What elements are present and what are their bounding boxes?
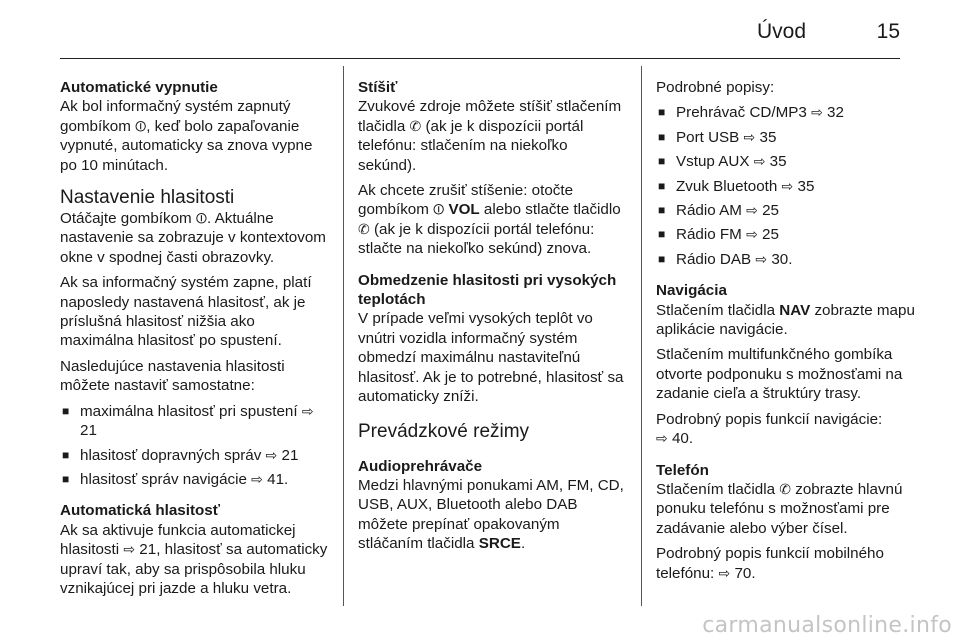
section-heading: Nastavenie hlasitosti xyxy=(60,187,235,209)
paragraph: Ak chcete zrušiť stíšenie: otočte gombíkom ⏼ VOL alebo stlačte tlačidlo ✆ (ak je k dispozícii portál telefónu: stlačte na niekoľko sekúnd) znova. xyxy=(358,182,621,258)
section-heading: Obmedzenie hlasitosti pri vysokých teplotách xyxy=(358,271,617,309)
page-reference-link[interactable]: 35 xyxy=(759,128,777,146)
page-number: 15 xyxy=(876,20,900,43)
list-item: ■ Zvuk Bluetooth ⇨ 35 xyxy=(656,177,932,196)
paragraph: Podrobné popisy: xyxy=(656,79,775,96)
paragraph: Zvukové zdroje môžete stíšiť stlačením tlačidla ✆ (ak je k dispozícii portál telefónu: stlačením na niekoľko sekúnd). xyxy=(358,98,622,174)
paragraph: V prípade veľmi vysokých teplôt vo vnútri vozidla informačný systém obmedzí maximálnu nastaviteľnú hlasitosť. Ak je to potrebné, hlasitosť sa automaticky zníži. xyxy=(358,310,624,406)
paragraph: Stlačením tlačidla NAV zobrazte mapu aplikácie navigácie. xyxy=(656,301,915,339)
phone-mute-icon: ✆ xyxy=(358,220,370,237)
paragraph: Ak bol informačný systém zapnutý gombíkom ⏼, keď bolo zapaľovanie vypnuté, automaticky sa znova vypne po 10 minútach. xyxy=(60,98,313,174)
arrow-right-icon: ⇨ xyxy=(265,446,278,463)
section-heading: Audioprehrávače xyxy=(358,457,483,475)
page-reference-link[interactable]: 30. xyxy=(771,250,793,268)
arrow-right-icon: ⇨ xyxy=(718,564,731,581)
button-label: VOL xyxy=(448,201,480,219)
column-right xyxy=(656,78,932,589)
page-reference-link[interactable]: 35 xyxy=(797,177,815,195)
list-item: ■ Vstup AUX ⇨ 35 xyxy=(656,152,932,171)
power-knob-icon: ⏼ xyxy=(135,117,147,134)
column-middle xyxy=(358,78,628,560)
power-knob-icon: ⏼ xyxy=(433,201,445,218)
button-label: SRCE xyxy=(478,535,521,553)
column-divider xyxy=(343,66,344,606)
section-heading: Automatická hlasitosť xyxy=(60,502,221,520)
page-reference-link[interactable]: 70. xyxy=(734,564,756,582)
arrow-right-icon: ⇨ xyxy=(251,470,263,487)
paragraph: Medzi hlavnými ponukami AM, FM, CD, USB, AUX, Bluetooth alebo DAB môžete prepínať opakovaným stláčaním tlačidla SRCE. xyxy=(358,476,624,553)
paragraph: Nasledujúce nastavenia hlasitosti môžete nastaviť samostatne: xyxy=(60,357,285,395)
arrow-right-icon: ⇨ xyxy=(781,177,794,194)
page-reference-link[interactable]: 25 xyxy=(762,226,779,244)
page-reference-link[interactable]: 41. xyxy=(267,470,289,488)
page-reference-link[interactable]: 40. xyxy=(671,430,694,448)
list-item: ■ hlasitosť dopravných správ ⇨ 21 xyxy=(60,446,332,465)
paragraph: Podrobný popis funkcií navigácie: ⇨ 40. xyxy=(656,410,883,448)
paragraph: Stlačením tlačidla ✆ zobrazte hlavnú ponuku telefónu s možnosťami pre zadávanie alebo výber čísel. xyxy=(656,480,903,537)
arrow-right-icon: ⇨ xyxy=(656,430,668,447)
section-heading: Navigácia xyxy=(656,282,727,300)
list-item: ■ Rádio DAB ⇨ 30. xyxy=(656,250,932,269)
paragraph: Otáčajte gombíkom ⏼. Aktuálne nastavenie sa zobrazuje v kontextovom okne v spodnej časti obrazovky. xyxy=(60,210,326,266)
page-reference-link[interactable]: 25 xyxy=(762,202,779,220)
watermark: carmanualsonline.info xyxy=(702,613,952,638)
page-header xyxy=(60,18,900,59)
section-heading: Stíšiť xyxy=(358,79,398,96)
section-heading: Telefón xyxy=(656,461,709,479)
power-knob-icon: ⏼ xyxy=(195,210,207,227)
paragraph: Ak sa informačný systém zapne, platí naposledy nastavená hlasitosť, ak je príslušná hlasitosť nižšia ako maximálna hlasitosť po spustení. xyxy=(60,274,312,350)
page-title: Úvod xyxy=(756,20,806,43)
phone-mute-icon: ✆ xyxy=(409,117,422,134)
list-item: ■ Port USB ⇨ 35 xyxy=(656,128,932,147)
column-divider xyxy=(641,66,642,606)
list-item: ■ hlasitosť správ navigácie ⇨ 41. xyxy=(60,470,332,489)
arrow-right-icon: ⇨ xyxy=(811,104,823,121)
list-item: ■ Rádio FM ⇨ 25 xyxy=(656,225,932,244)
list-item: ■ maximálna hlasitosť pri spustení ⇨ 21 xyxy=(60,402,332,441)
phone-mute-icon: ✆ xyxy=(779,480,791,497)
page-reference-link[interactable]: 21 xyxy=(139,541,157,559)
arrow-right-icon: ⇨ xyxy=(301,402,314,419)
arrow-right-icon: ⇨ xyxy=(753,153,766,170)
volume-settings-list xyxy=(60,402,332,490)
page-reference-link[interactable]: 21 xyxy=(80,422,97,440)
arrow-right-icon: ⇨ xyxy=(746,226,758,243)
arrow-right-icon: ⇨ xyxy=(123,541,136,558)
arrow-right-icon: ⇨ xyxy=(746,202,758,219)
section-heading: Automatické vypnutie xyxy=(60,79,218,96)
list-item: ■ Prehrávač CD/MP3 ⇨ 32 xyxy=(656,103,932,122)
paragraph: Podrobný popis funkcií mobilného telefónu: ⇨ 70. xyxy=(656,545,884,582)
button-label: NAV xyxy=(779,301,811,319)
description-list xyxy=(656,103,932,269)
arrow-right-icon: ⇨ xyxy=(743,128,756,145)
section-heading: Prevádzkové režimy xyxy=(358,420,530,442)
paragraph: Ak sa aktivuje funkcia automatickej hlasitosti ⇨ 21, hlasitosť sa automaticky upraví tak, aby sa prispôsobila hluku vznikajúcej pri jazde a hluku vetra. xyxy=(60,521,328,597)
paragraph: Stlačením multifunkčného gombíka otvorte podponuku s možnosťami na zadanie cieľa a štruktúry trasy. xyxy=(656,346,903,403)
page-reference-link[interactable]: 21 xyxy=(281,446,299,464)
column-left xyxy=(60,78,332,604)
page-reference-link[interactable]: 35 xyxy=(769,153,787,171)
list-item: ■ Rádio AM ⇨ 25 xyxy=(656,201,932,220)
arrow-right-icon: ⇨ xyxy=(755,250,768,267)
page-reference-link[interactable]: 32 xyxy=(827,104,844,122)
